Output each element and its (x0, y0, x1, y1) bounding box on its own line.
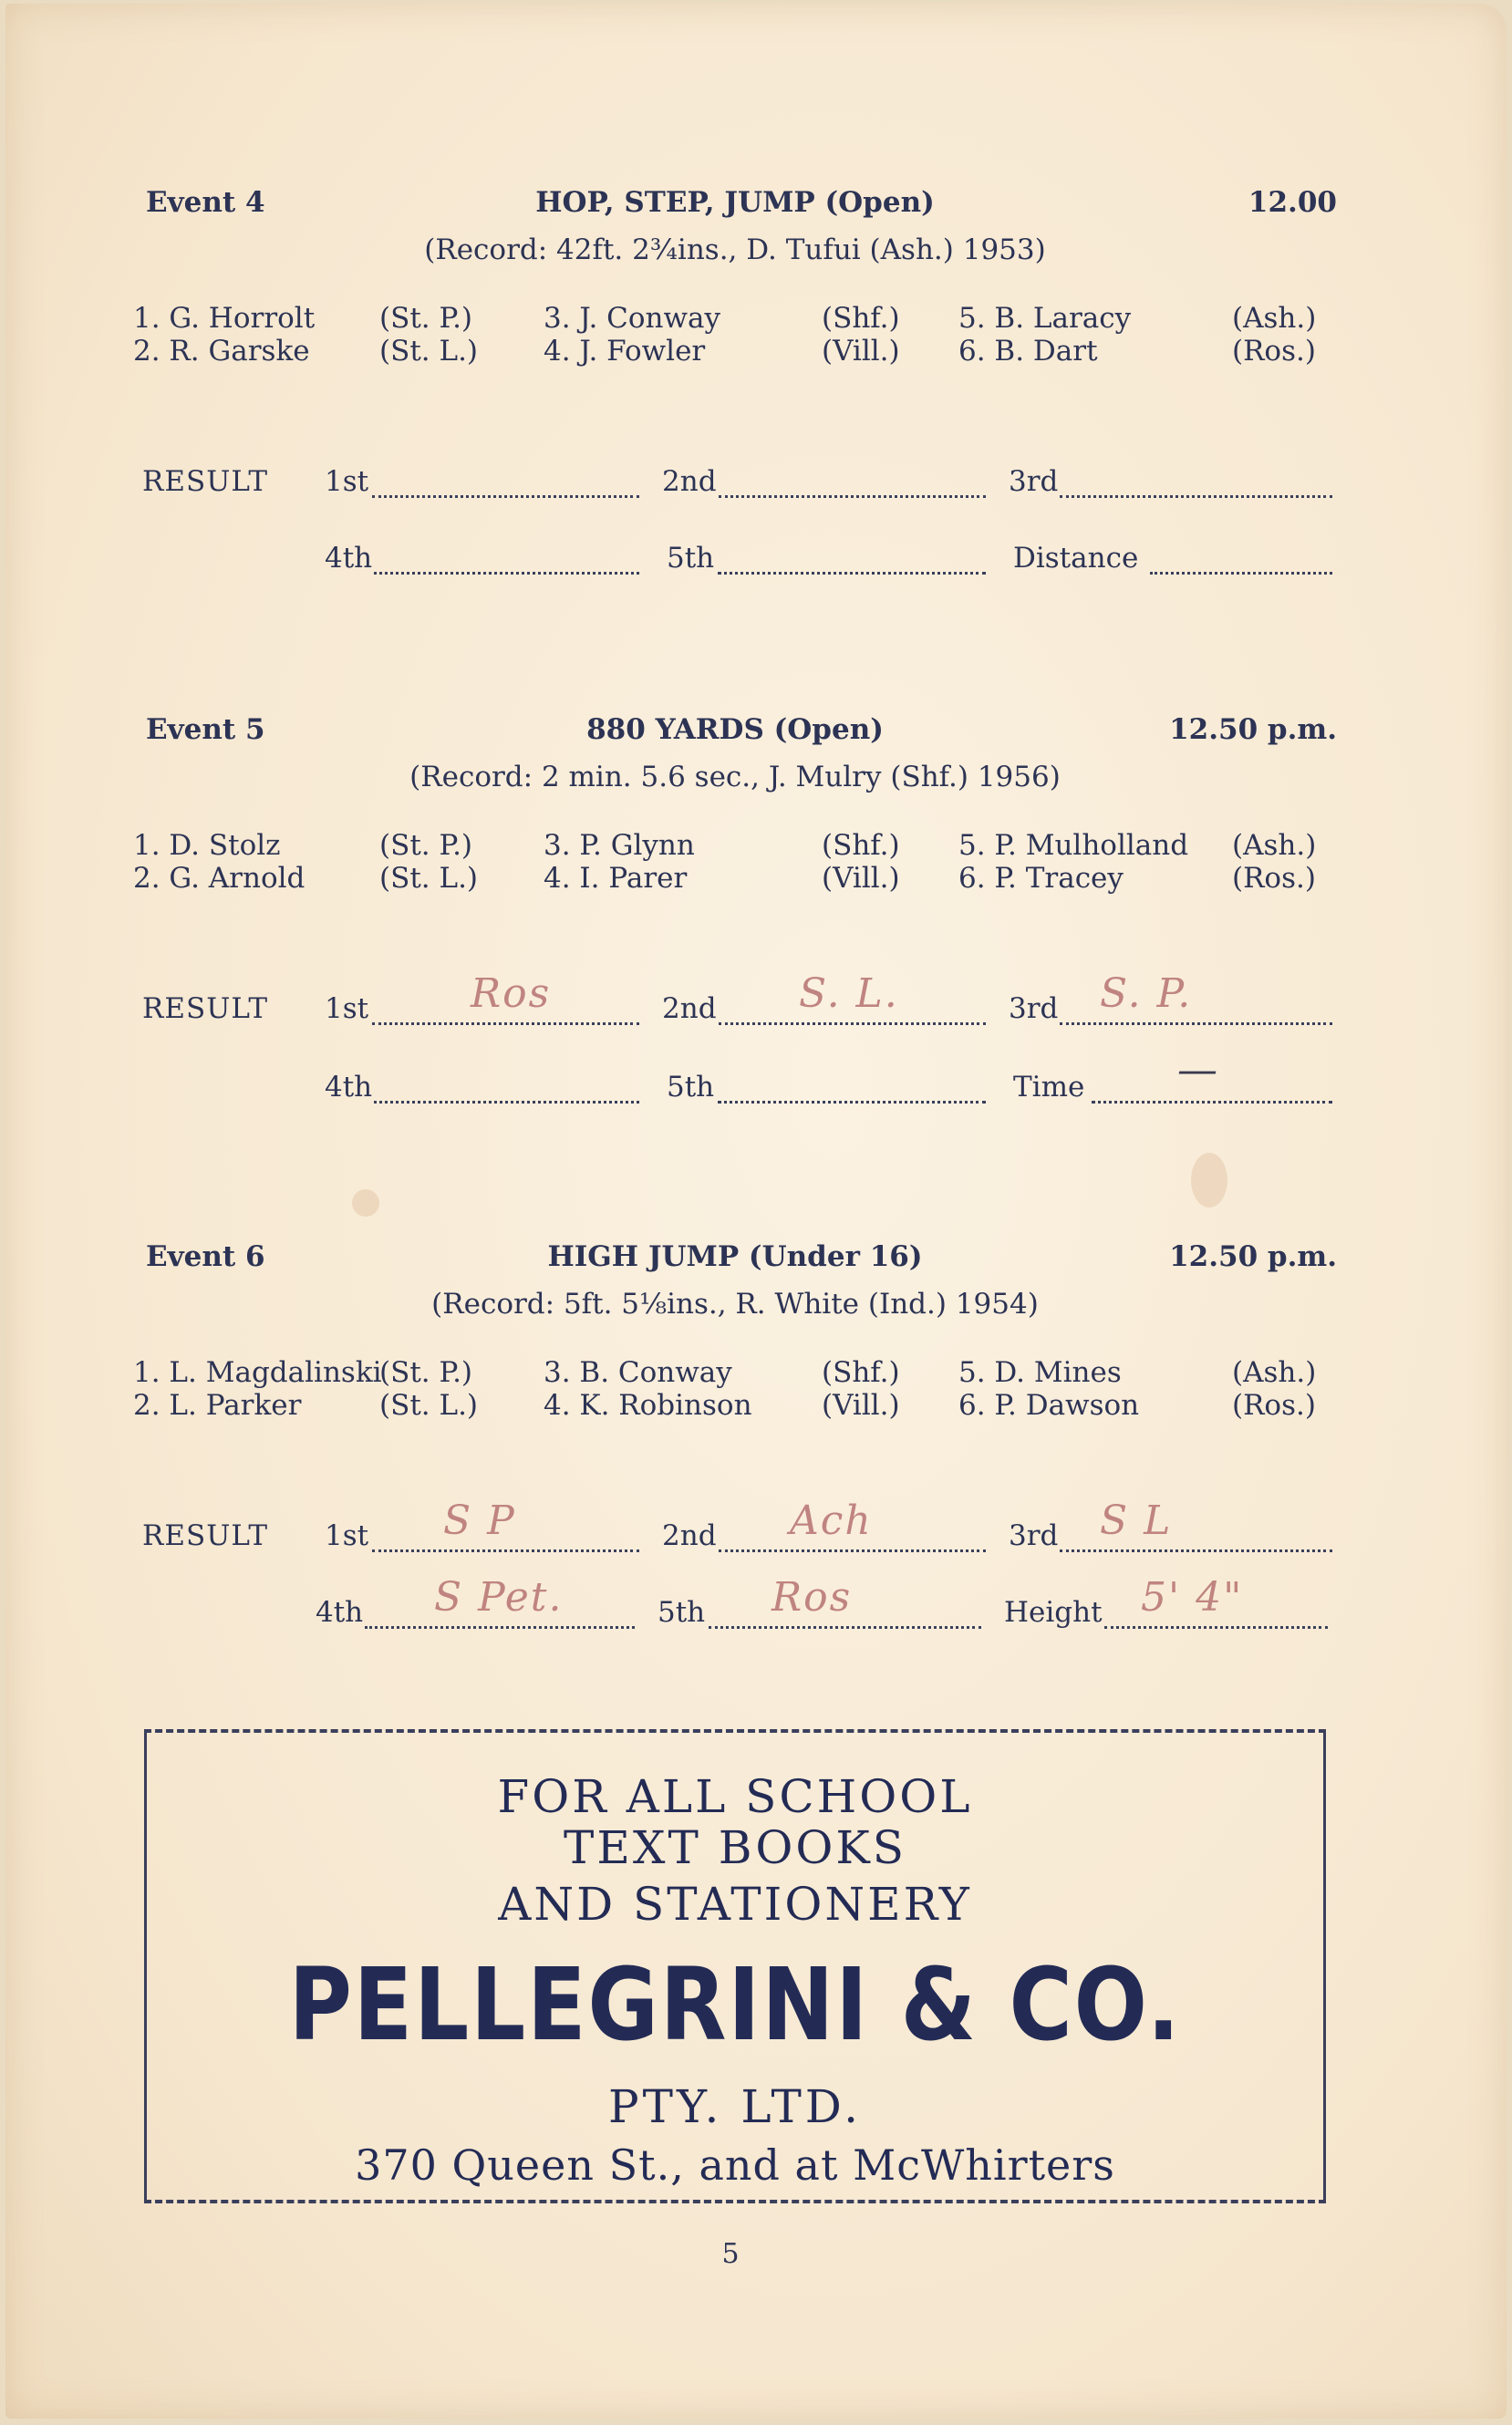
entrant-name: 6. P. Dawson (958, 1389, 1140, 1422)
result-third[interactable] (1009, 465, 1332, 502)
entrant-club: (St. L.) (379, 1389, 479, 1422)
slot-label: 4th (316, 1596, 364, 1629)
ad-line-2: TEXT BOOKS (564, 1821, 906, 1874)
event-5 (133, 713, 1337, 1104)
event-title: HOP, STEP, JUMP (Open) (535, 186, 935, 219)
paper-stain (1191, 1153, 1227, 1207)
slot-label: 5th (667, 542, 715, 575)
handwritten-entry: Ros (772, 1574, 853, 1621)
entrant-name: 3. P. Glynn (544, 829, 695, 862)
result-label: RESULT (142, 465, 269, 498)
result-third[interactable] (1009, 970, 1332, 1029)
entrant-name: 2. G. Arnold (133, 862, 306, 895)
slot-label: 3rd (1009, 465, 1059, 498)
slot-label: 5th (667, 1071, 715, 1104)
entrant-club: (St. L.) (379, 862, 479, 895)
entrant-name: 5. D. Mines (958, 1356, 1122, 1389)
entrant-list (133, 830, 1337, 894)
result-second[interactable] (662, 465, 986, 502)
entrant-list (133, 1357, 1337, 1421)
entrant-club: (Vill.) (822, 335, 900, 368)
event-record: (Record: 5ft. 5⅛ins., R. White (Ind.) 1954) (431, 1288, 1039, 1321)
ad-brand: PELLEGRINI & CO. (288, 1946, 1182, 2063)
dotted-line (1060, 1549, 1332, 1552)
slot-label: 3rd (1009, 992, 1059, 1025)
result-label: RESULT (142, 992, 269, 1025)
dotted-line (719, 1022, 986, 1025)
result-row (133, 465, 1337, 505)
event-number: Event 4 (146, 186, 265, 219)
advertisement-box (144, 1729, 1326, 2203)
result-second[interactable] (662, 1497, 986, 1556)
slot-label: Height (1004, 1596, 1103, 1629)
dotted-line (372, 495, 639, 498)
entrant-name: 4. J. Fowler (544, 335, 706, 368)
event-header (133, 1240, 1337, 1277)
entrant-name: 3. J. Conway (544, 302, 721, 335)
entrant-name: 5. B. Laracy (958, 302, 1132, 335)
entrant-club: (Ash.) (1232, 1356, 1317, 1389)
dotted-line (374, 572, 639, 575)
dotted-line (1060, 1022, 1332, 1025)
entrant-club: (Shf.) (822, 302, 900, 335)
slot-label: 4th (325, 1071, 373, 1104)
entrant-club: (Shf.) (822, 1356, 900, 1389)
dotted-line (1104, 1626, 1328, 1629)
event-number: Event 5 (146, 713, 265, 746)
result-fifth[interactable] (667, 542, 986, 578)
result-row (133, 1047, 1337, 1111)
slot-label: Time (1013, 1071, 1085, 1104)
event-header (133, 186, 1337, 223)
result-first[interactable] (325, 465, 639, 502)
result-row (133, 1497, 1337, 1560)
ad-address: 370 Queen St., and at McWhirters (355, 2140, 1115, 2190)
ad-line-1: FOR ALL SCHOOL (497, 1770, 973, 1823)
handwritten-entry: Ach (790, 1497, 873, 1544)
entrant-club: (Vill.) (822, 1389, 900, 1422)
result-first[interactable] (325, 970, 639, 1029)
entrant-club: (Ros.) (1232, 335, 1316, 368)
event-title: HIGH JUMP (Under 16) (547, 1240, 923, 1273)
entrant-name: 5. P. Mulholland (958, 829, 1189, 862)
entrant-club: (Ash.) (1232, 829, 1317, 862)
handwritten-entry: Ros (471, 970, 552, 1017)
handwritten-entry: S P (443, 1497, 516, 1544)
event-record: (Record: 42ft. 2¾ins., D. Tufui (Ash.) 1953) (424, 233, 1046, 266)
entrant-name: 2. R. Garske (133, 335, 310, 368)
ad-line-3: AND STATIONERY (498, 1878, 972, 1931)
entrant-club: (Vill.) (822, 862, 900, 895)
dotted-line (1060, 495, 1332, 498)
result-distance[interactable] (1013, 542, 1332, 578)
entrant-name: 1. G. Horrolt (133, 302, 316, 335)
entrant-name: 6. P. Tracey (958, 862, 1124, 895)
page-number: 5 (721, 2238, 740, 2270)
entrant-club: (Ros.) (1232, 862, 1316, 895)
slot-label: 1st (325, 1519, 369, 1552)
result-fifth[interactable] (667, 1071, 986, 1107)
slot-label: 4th (325, 542, 373, 575)
dotted-line (709, 1626, 981, 1629)
result-fourth[interactable] (325, 542, 639, 578)
slot-label: 1st (325, 992, 369, 1025)
entrant-name: 4. K. Robinson (544, 1389, 752, 1422)
result-row (133, 970, 1337, 1032)
entrant-name: 1. D. Stolz (133, 829, 281, 862)
result-row (133, 542, 1337, 582)
dotted-line (719, 1549, 986, 1552)
event-header (133, 713, 1337, 750)
handwritten-entry: S. L. (799, 970, 899, 1017)
dotted-line (718, 1101, 986, 1104)
entrant-name: 1. L. Magdalinski (133, 1356, 382, 1389)
entrant-name: 3. B. Conway (544, 1356, 732, 1389)
event-time: 12.00 (1248, 186, 1337, 219)
result-row (133, 1574, 1337, 1636)
dotted-line (374, 1101, 639, 1104)
dotted-line (1092, 1101, 1332, 1104)
result-fourth[interactable] (325, 1071, 639, 1107)
handwritten-entry: S. P. (1100, 970, 1193, 1017)
event-title: 880 YARDS (Open) (586, 713, 884, 746)
handwritten-entry: S L (1100, 1497, 1173, 1544)
result-fifth[interactable] (658, 1574, 981, 1632)
entrant-club: (St. P.) (379, 1356, 473, 1389)
dotted-line (1150, 572, 1332, 575)
result-height[interactable] (1004, 1574, 1328, 1632)
entrant-club: (Ros.) (1232, 1389, 1316, 1422)
entrant-name: 4. I. Parer (544, 862, 688, 895)
slot-label: Distance (1013, 542, 1139, 575)
handwritten-entry: 5' 4" (1141, 1574, 1244, 1621)
entrant-club: (St. L.) (379, 335, 479, 368)
entrant-name: 6. B. Dart (958, 335, 1098, 368)
program-page (5, 4, 1507, 2419)
entrant-name: 2. L. Parker (133, 1389, 302, 1422)
slot-label: 2nd (662, 1519, 717, 1552)
ad-pty: PTY. LTD. (607, 2080, 863, 2133)
entrant-club: (Ash.) (1232, 302, 1317, 335)
entrant-club: (Shf.) (822, 829, 900, 862)
event-record: (Record: 2 min. 5.6 sec., J. Mulry (Shf.) 1956) (409, 761, 1061, 793)
result-time[interactable] (1013, 1047, 1332, 1107)
handwritten-entry: — (1177, 1047, 1219, 1093)
slot-label: 2nd (662, 465, 717, 498)
result-label: RESULT (142, 1519, 269, 1552)
slot-label: 2nd (662, 992, 717, 1025)
slot-label: 3rd (1009, 1519, 1059, 1552)
entrant-club: (St. P.) (379, 302, 473, 335)
dotted-line (372, 1022, 639, 1025)
event-time: 12.50 p.m. (1169, 1240, 1337, 1273)
dotted-line (719, 495, 986, 498)
result-second[interactable] (662, 970, 986, 1029)
event-4 (133, 186, 1337, 575)
result-fourth[interactable] (316, 1574, 635, 1632)
dotted-line (718, 572, 986, 575)
result-first[interactable] (325, 1497, 639, 1556)
entrant-club: (St. P.) (379, 829, 473, 862)
handwritten-entry: S Pet. (434, 1574, 564, 1621)
dotted-line (372, 1549, 639, 1552)
entrant-list (133, 303, 1337, 367)
paper-stain (352, 1189, 379, 1217)
event-number: Event 6 (146, 1240, 265, 1273)
slot-label: 5th (658, 1596, 706, 1629)
event-6 (133, 1240, 1337, 1629)
event-time: 12.50 p.m. (1169, 713, 1337, 746)
slot-label: 1st (325, 465, 369, 498)
result-third[interactable] (1009, 1497, 1332, 1556)
dotted-line (365, 1626, 635, 1629)
